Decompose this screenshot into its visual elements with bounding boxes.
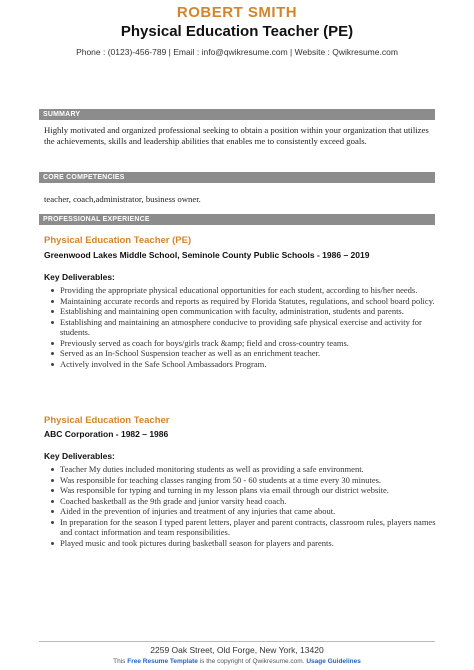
- credit-middle: is the copyright of Qwikresume.com.: [199, 658, 305, 665]
- key-deliverables-label: Key Deliverables:: [44, 272, 115, 282]
- list-item: Teacher My duties included monitoring students as well as providing a safe environment.: [44, 464, 436, 475]
- list-item: Establishing and maintaining open communication with faculty, administration, students and parents.: [44, 306, 436, 317]
- key-deliverables-label: Key Deliverables:: [44, 451, 115, 461]
- list-item: Maintaining accurate records and reports as required by Florida Statutes, regulations, and school board policy.: [44, 296, 436, 307]
- candidate-role: Physical Education Teacher (PE): [120, 23, 354, 40]
- footer-divider: [39, 641, 435, 642]
- competencies-heading: CORE COMPETENCIES: [39, 172, 435, 183]
- summary-text: Highly motivated and organized professional seeking to obtain a position within your organization that utilizes the achievements, skills and leadership abilities that enables me to consistently exceed goals.: [44, 125, 429, 146]
- list-item: Providing the appropriate physical educational opportunities for each student, according to his/her needs.: [44, 285, 436, 296]
- list-item: Was responsible for teaching classes ranging from 50 - 60 students at a time every 30 minutes.: [44, 475, 436, 486]
- list-item: Played music and took pictures during basketball season for players and parents.: [44, 538, 436, 549]
- list-item: Aided in the prevention of injuries and treatment of any injuries that came about.: [44, 506, 436, 517]
- list-item: Served as an In-School Suspension teacher as well as an enrichment teacher.: [44, 348, 436, 359]
- footer-credit: [0, 658, 474, 665]
- candidate-name: ROBERT SMITH: [176, 4, 298, 21]
- job-title: Physical Education Teacher (PE): [44, 235, 192, 246]
- summary-heading: SUMMARY: [39, 109, 435, 120]
- job-organization: ABC Corporation - 1982 – 1986: [44, 429, 169, 439]
- usage-guidelines-link[interactable]: Usage Guidelines: [306, 658, 361, 665]
- contact-line: Phone : (0123)-456-789 | Email : info@qwikresume.com | Website : Qwikresume.com: [76, 47, 398, 57]
- experience-heading: PROFESSIONAL EXPERIENCE: [39, 214, 435, 225]
- list-item: Establishing and maintaining an atmosphere conducive to providing safe physical exercise and activity for students.: [44, 317, 436, 338]
- credit-prefix: This: [113, 658, 126, 665]
- list-item: Previously served as coach for boys/girls track &amp; field and cross-country teams.: [44, 338, 436, 349]
- job-organization: Greenwood Lakes Middle School, Seminole County Public Schools - 1986 – 2019: [44, 250, 370, 260]
- list-item: In preparation for the season I typed parent letters, player and parent contracts, classroom rules, players names and contact information and team responsibilities.: [44, 517, 436, 538]
- footer-address: 2259 Oak Street, Old Forge, New York, 13420: [150, 645, 324, 655]
- list-item: Was responsible for typing and turning in my lesson plans via email through our district website.: [44, 485, 436, 496]
- deliverables-list: [44, 464, 436, 548]
- list-item: Actively involved in the Safe School Ambassadors Program.: [44, 359, 436, 370]
- free-resume-template-link[interactable]: Free Resume Template: [127, 658, 198, 665]
- competencies-text: teacher, coach,administrator, business owner.: [44, 194, 201, 204]
- job-title: Physical Education Teacher: [44, 415, 170, 426]
- list-item: Coached basketball as the 9th grade and junior varsity head coach.: [44, 496, 436, 507]
- deliverables-list: [44, 285, 436, 369]
